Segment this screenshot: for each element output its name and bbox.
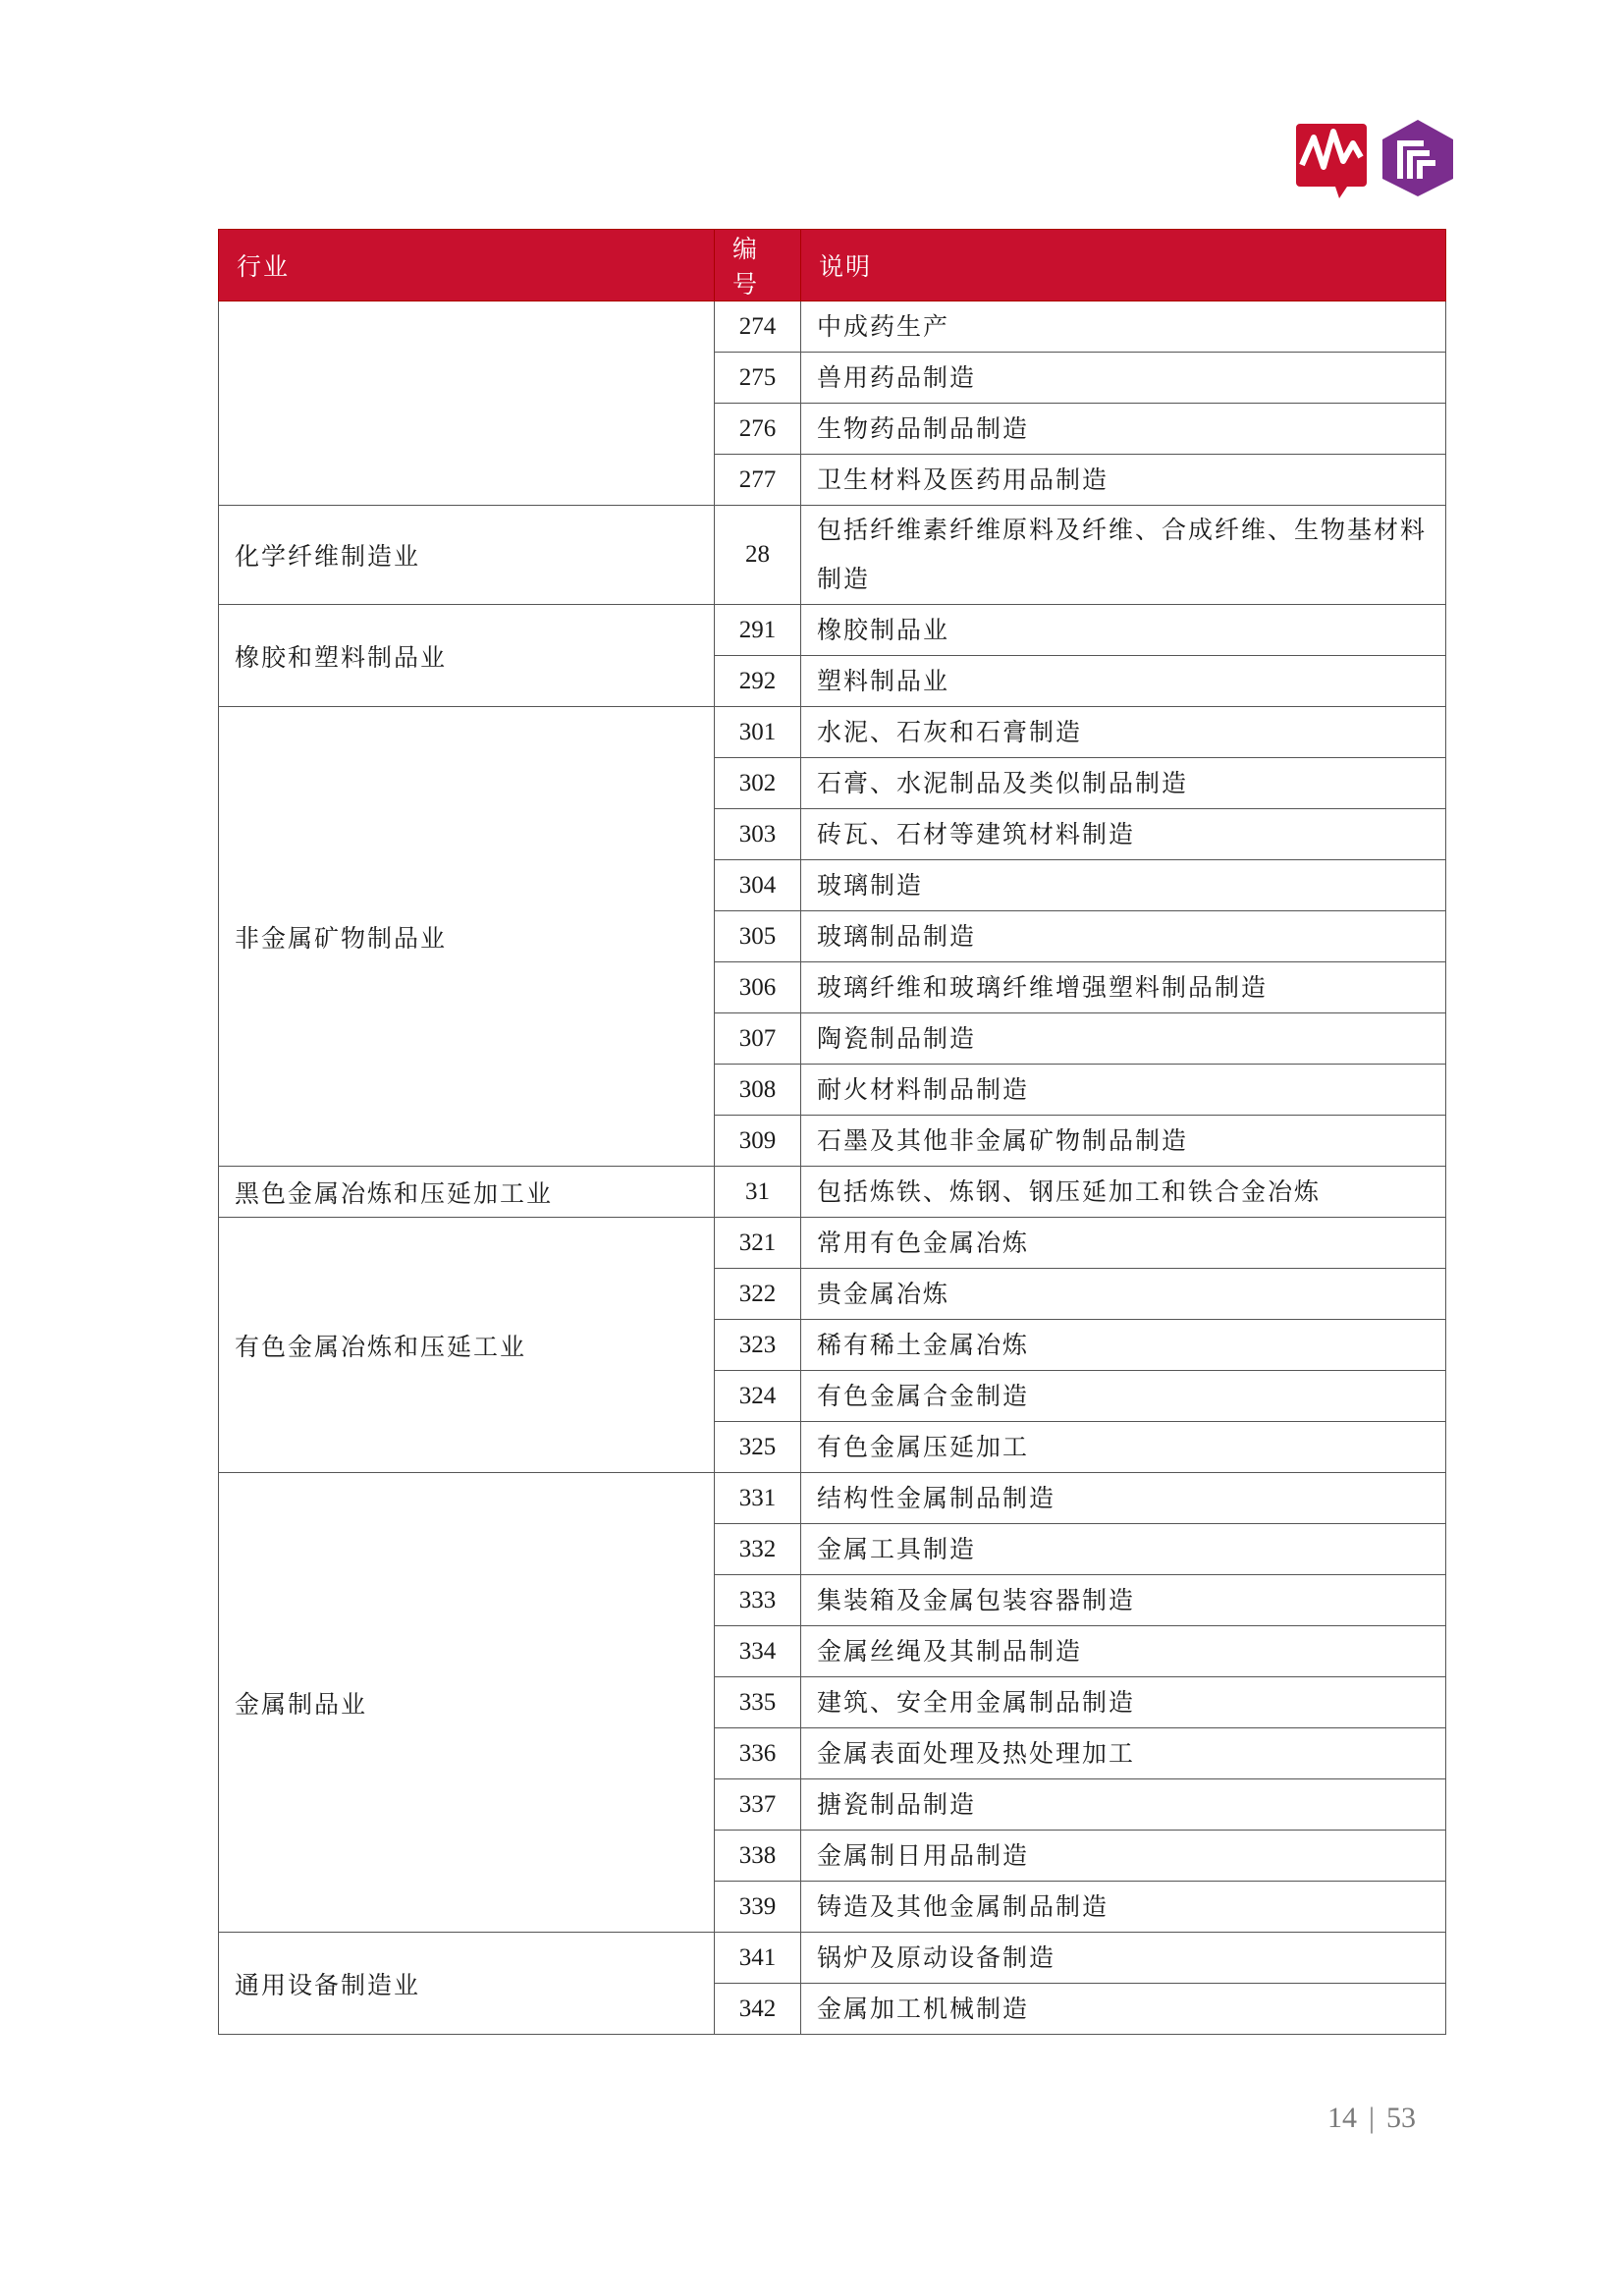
description-cell: 金属丝绳及其制品制造 bbox=[801, 1626, 1446, 1677]
code-cell: 338 bbox=[715, 1831, 801, 1882]
code-cell: 324 bbox=[715, 1371, 801, 1422]
code-cell: 308 bbox=[715, 1065, 801, 1116]
description-cell: 水泥、石灰和石膏制造 bbox=[801, 707, 1446, 758]
description-cell: 生物药品制品制造 bbox=[801, 404, 1446, 455]
code-cell: 276 bbox=[715, 404, 801, 455]
code-cell: 331 bbox=[715, 1473, 801, 1524]
table-row bbox=[219, 506, 1446, 605]
header-industry: 行业 bbox=[219, 230, 715, 301]
brand-logo bbox=[1296, 118, 1455, 198]
code-cell: 305 bbox=[715, 911, 801, 962]
industry-cell: 黑色金属冶炼和压延加工业 bbox=[219, 1167, 715, 1218]
table-row bbox=[219, 1473, 1446, 1524]
code-cell: 303 bbox=[715, 809, 801, 860]
total-pages: 53 bbox=[1386, 2102, 1417, 2134]
code-cell: 302 bbox=[715, 758, 801, 809]
logo-purple-mark-icon bbox=[1380, 118, 1455, 198]
description-cell: 中成药生产 bbox=[801, 301, 1446, 353]
table-row bbox=[219, 1167, 1446, 1218]
description-cell: 塑料制品业 bbox=[801, 656, 1446, 707]
description-cell: 玻璃纤维和玻璃纤维增强塑料制品制造 bbox=[801, 962, 1446, 1013]
page-separator: | bbox=[1369, 2102, 1376, 2134]
code-cell: 325 bbox=[715, 1422, 801, 1473]
code-cell: 275 bbox=[715, 353, 801, 404]
header-code: 编号 bbox=[715, 230, 801, 301]
description-cell: 耐火材料制品制造 bbox=[801, 1065, 1446, 1116]
table-row bbox=[219, 1218, 1446, 1269]
table-row bbox=[219, 301, 1446, 353]
code-cell: 333 bbox=[715, 1575, 801, 1626]
description-cell: 建筑、安全用金属制品制造 bbox=[801, 1677, 1446, 1728]
code-cell: 291 bbox=[715, 605, 801, 656]
code-cell: 309 bbox=[715, 1116, 801, 1167]
code-cell: 301 bbox=[715, 707, 801, 758]
description-cell: 锅炉及原动设备制造 bbox=[801, 1933, 1446, 1984]
code-cell: 322 bbox=[715, 1269, 801, 1320]
description-cell: 兽用药品制造 bbox=[801, 353, 1446, 404]
code-cell: 321 bbox=[715, 1218, 801, 1269]
description-cell: 卫生材料及医药用品制造 bbox=[801, 455, 1446, 506]
industry-cell: 金属制品业 bbox=[219, 1473, 715, 1933]
description-cell: 贵金属冶炼 bbox=[801, 1269, 1446, 1320]
description-cell: 金属表面处理及热处理加工 bbox=[801, 1728, 1446, 1779]
description-cell: 常用有色金属冶炼 bbox=[801, 1218, 1446, 1269]
description-cell: 搪瓷制品制造 bbox=[801, 1779, 1446, 1831]
code-cell: 332 bbox=[715, 1524, 801, 1575]
description-cell: 包括炼铁、炼钢、钢压延加工和铁合金冶炼 bbox=[801, 1167, 1446, 1218]
code-cell: 28 bbox=[715, 506, 801, 605]
code-cell: 31 bbox=[715, 1167, 801, 1218]
table-row bbox=[219, 1933, 1446, 1984]
code-cell: 337 bbox=[715, 1779, 801, 1831]
description-cell: 陶瓷制品制造 bbox=[801, 1013, 1446, 1065]
code-cell: 292 bbox=[715, 656, 801, 707]
code-cell: 277 bbox=[715, 455, 801, 506]
table-header-row bbox=[219, 230, 1446, 301]
description-cell: 集装箱及金属包装容器制造 bbox=[801, 1575, 1446, 1626]
description-cell: 玻璃制造 bbox=[801, 860, 1446, 911]
description-cell: 有色金属压延加工 bbox=[801, 1422, 1446, 1473]
code-cell: 341 bbox=[715, 1933, 801, 1984]
description-cell: 金属制日用品制造 bbox=[801, 1831, 1446, 1882]
logo-red-mark-icon bbox=[1296, 118, 1367, 198]
description-cell: 石墨及其他非金属矿物制品制造 bbox=[801, 1116, 1446, 1167]
code-cell: 304 bbox=[715, 860, 801, 911]
description-cell: 稀有稀土金属冶炼 bbox=[801, 1320, 1446, 1371]
description-cell: 有色金属合金制造 bbox=[801, 1371, 1446, 1422]
industry-cell: 橡胶和塑料制品业 bbox=[219, 605, 715, 707]
description-cell: 石膏、水泥制品及类似制品制造 bbox=[801, 758, 1446, 809]
description-cell: 砖瓦、石材等建筑材料制造 bbox=[801, 809, 1446, 860]
description-cell: 金属工具制造 bbox=[801, 1524, 1446, 1575]
industry-cell: 化学纤维制造业 bbox=[219, 506, 715, 605]
code-cell: 336 bbox=[715, 1728, 801, 1779]
description-cell: 橡胶制品业 bbox=[801, 605, 1446, 656]
industry-cell: 通用设备制造业 bbox=[219, 1933, 715, 2035]
industry-cell: 有色金属冶炼和压延工业 bbox=[219, 1218, 715, 1473]
code-cell: 334 bbox=[715, 1626, 801, 1677]
industry-cell: 非金属矿物制品业 bbox=[219, 707, 715, 1167]
code-cell: 339 bbox=[715, 1882, 801, 1933]
description-cell: 结构性金属制品制造 bbox=[801, 1473, 1446, 1524]
code-cell: 342 bbox=[715, 1984, 801, 2035]
description-cell: 包括纤维素纤维原料及纤维、合成纤维、生物基材料制造 bbox=[801, 506, 1446, 605]
header-description: 说明 bbox=[801, 230, 1446, 301]
page-number bbox=[1327, 2102, 1416, 2135]
current-page: 14 bbox=[1327, 2102, 1357, 2134]
code-cell: 335 bbox=[715, 1677, 801, 1728]
table-row bbox=[219, 707, 1446, 758]
code-cell: 274 bbox=[715, 301, 801, 353]
code-cell: 323 bbox=[715, 1320, 801, 1371]
code-cell: 307 bbox=[715, 1013, 801, 1065]
industry-table bbox=[218, 229, 1446, 2035]
description-cell: 玻璃制品制造 bbox=[801, 911, 1446, 962]
description-cell: 铸造及其他金属制品制造 bbox=[801, 1882, 1446, 1933]
table-row bbox=[219, 605, 1446, 656]
code-cell: 306 bbox=[715, 962, 801, 1013]
industry-cell bbox=[219, 301, 715, 506]
description-cell: 金属加工机械制造 bbox=[801, 1984, 1446, 2035]
